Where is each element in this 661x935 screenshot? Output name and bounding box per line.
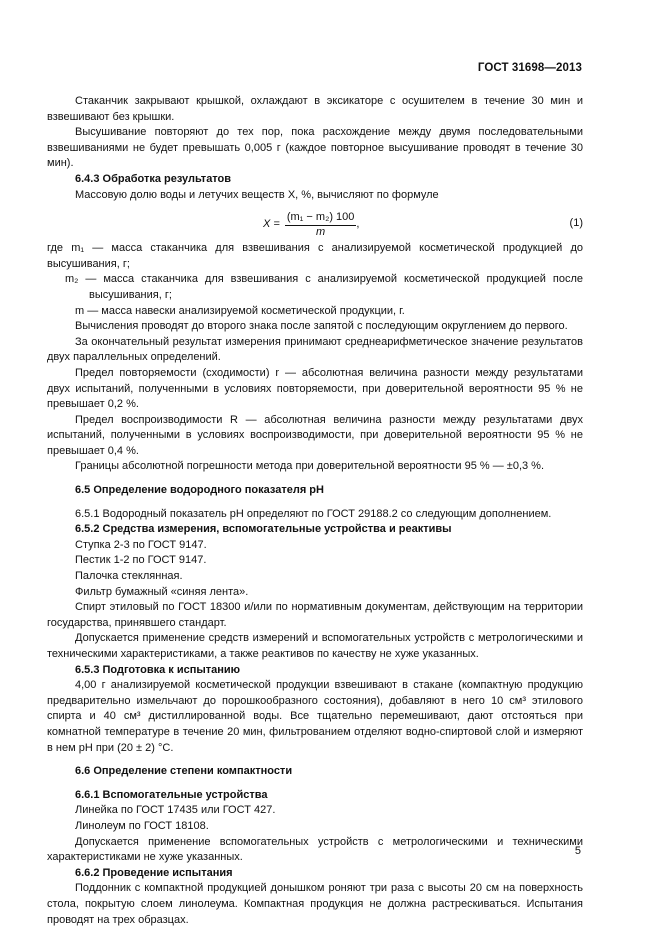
- section-heading-6-6-2: 6.6.2 Проведение испытания: [75, 866, 233, 879]
- paragraph: Допускается применение вспомогательных устройств с метрологическими и техническими характеристиками не хуже указанных.: [47, 835, 583, 864]
- paragraph: Вычисления проводят до второго знака после запятой с последующим округлением до первого.: [75, 320, 568, 333]
- paragraph: Спирт этиловый по ГОСТ 18300 и/или по нормативным документам, действующим на территории государства, принявшего стандарт.: [47, 601, 583, 629]
- list-item: Линейка по ГОСТ 17435 или ГОСТ 427.: [75, 804, 276, 817]
- paragraph: Высушивание повторяют до тех пор, пока расхождение между двумя последовательными взвешиваниями не будет превышать 0,005 г (каждое повторное высушивание проводят в течение 30 мин).: [47, 126, 583, 170]
- page-number: 5: [574, 845, 581, 857]
- where-m: m — масса навески анализируемой косметической продукции, г.: [75, 304, 405, 317]
- where-m2: m₂ — масса стаканчика для взвешивания с анализируемой косметической продукцией после высушивания, г;: [65, 273, 583, 301]
- formula-1: [47, 205, 583, 241]
- section-heading-6-5-2: 6.5.2 Средства измерения, вспомогательные устройства и реактивы: [75, 523, 452, 536]
- section-heading-6-6-1: 6.6.1 Вспомогательные устройства: [75, 788, 268, 801]
- formula-number: (1): [569, 217, 583, 230]
- list-item: Ступка 2-3 по ГОСТ 9147.: [75, 538, 207, 551]
- paragraph: Предел воспроизводимости R — абсолютная величина разности между результатами двух испытаний, полученными в условиях воспроизводимости, при доверительной вероятности 95 % не превышает 0,4 %.: [47, 413, 583, 457]
- list-item: Линолеум по ГОСТ 18108.: [75, 819, 209, 832]
- list-item: Фильтр бумажный «синяя лента».: [75, 585, 249, 598]
- paragraph: Поддонник с компактной продукцией донышком роняют три раза с высоты 20 см на поверхность стола, покрытую слоем линолеума. Компактная продукция не должна растрескиваться. Испытания проводят на трех образцах.: [47, 882, 583, 926]
- paragraph: Стаканчик закрывают крышкой, охлаждают в эксикаторе с осушителем в течение 30 мин и взвешивают без крышки.: [47, 95, 583, 123]
- formula-denominator: m: [316, 226, 326, 239]
- paragraph: Предел повторяемости (сходимости) r — абсолютная величина разности между результатами двух испытаний, полученными в условиях повторяемости, при доверительной вероятности 95 % не превышает 0,2 %.: [47, 366, 583, 411]
- section-heading-6-5-3: 6.5.3 Подготовка к испытанию: [75, 663, 241, 676]
- paragraph: 4,00 г анализируемой косметической продукции взвешивают в стакане (компактную продукцию предварительно измельчают до порошкообразного состояния), добавляют в него 10 см³ этилового спирта и 40 см³ дистиллированной воды. Все тщательно перемешивают, дают отстояться при комнатной температуре в течение 20 мин, фильтрованием отделяют водно-спиртовой слой и измеряют в нем pH при (20 ± 2) °C.: [47, 679, 583, 754]
- formula-lhs: X =: [263, 218, 280, 231]
- document-body: [47, 94, 583, 928]
- paragraph: Границы абсолютной погрешности метода при доверительной вероятности 95 % — ±0,3 %.: [75, 460, 545, 473]
- where-m1: где m₁ — масса стаканчика для взвешивания с анализируемой косметической продукцией до высушивания, г;: [47, 242, 583, 270]
- document-code-header: ГОСТ 31698—2013: [477, 62, 582, 74]
- paragraph: Допускается применение средств измерений и вспомогательных устройств с метрологическими и техническими характеристиками, а также реактивов по качеству не хуже указанных.: [47, 632, 583, 660]
- paragraph: Массовую долю воды и летучих веществ X, %, вычисляют по формуле: [75, 188, 439, 201]
- section-heading-6-5: 6.5 Определение водородного показателя pH: [75, 484, 324, 497]
- list-item: Пестик 1-2 по ГОСТ 9147.: [75, 554, 207, 567]
- section-heading-6-6: 6.6 Определение степени компактности: [75, 765, 293, 778]
- formula-fraction: [285, 211, 360, 239]
- paragraph: 6.5.1 Водородный показатель pH определяют по ГОСТ 29188.2 со следующим дополнением.: [75, 507, 552, 520]
- formula-numerator: (m₁ − m₂) 100: [285, 211, 357, 226]
- formula-comma: ,: [356, 218, 360, 231]
- list-item: Палочка стеклянная.: [75, 570, 183, 583]
- section-heading-6-4-3: 6.4.3 Обработка результатов: [75, 172, 232, 185]
- paragraph: За окончательный результат измерения принимают среднеарифметическое значение результатов двух параллельных определений.: [47, 335, 583, 364]
